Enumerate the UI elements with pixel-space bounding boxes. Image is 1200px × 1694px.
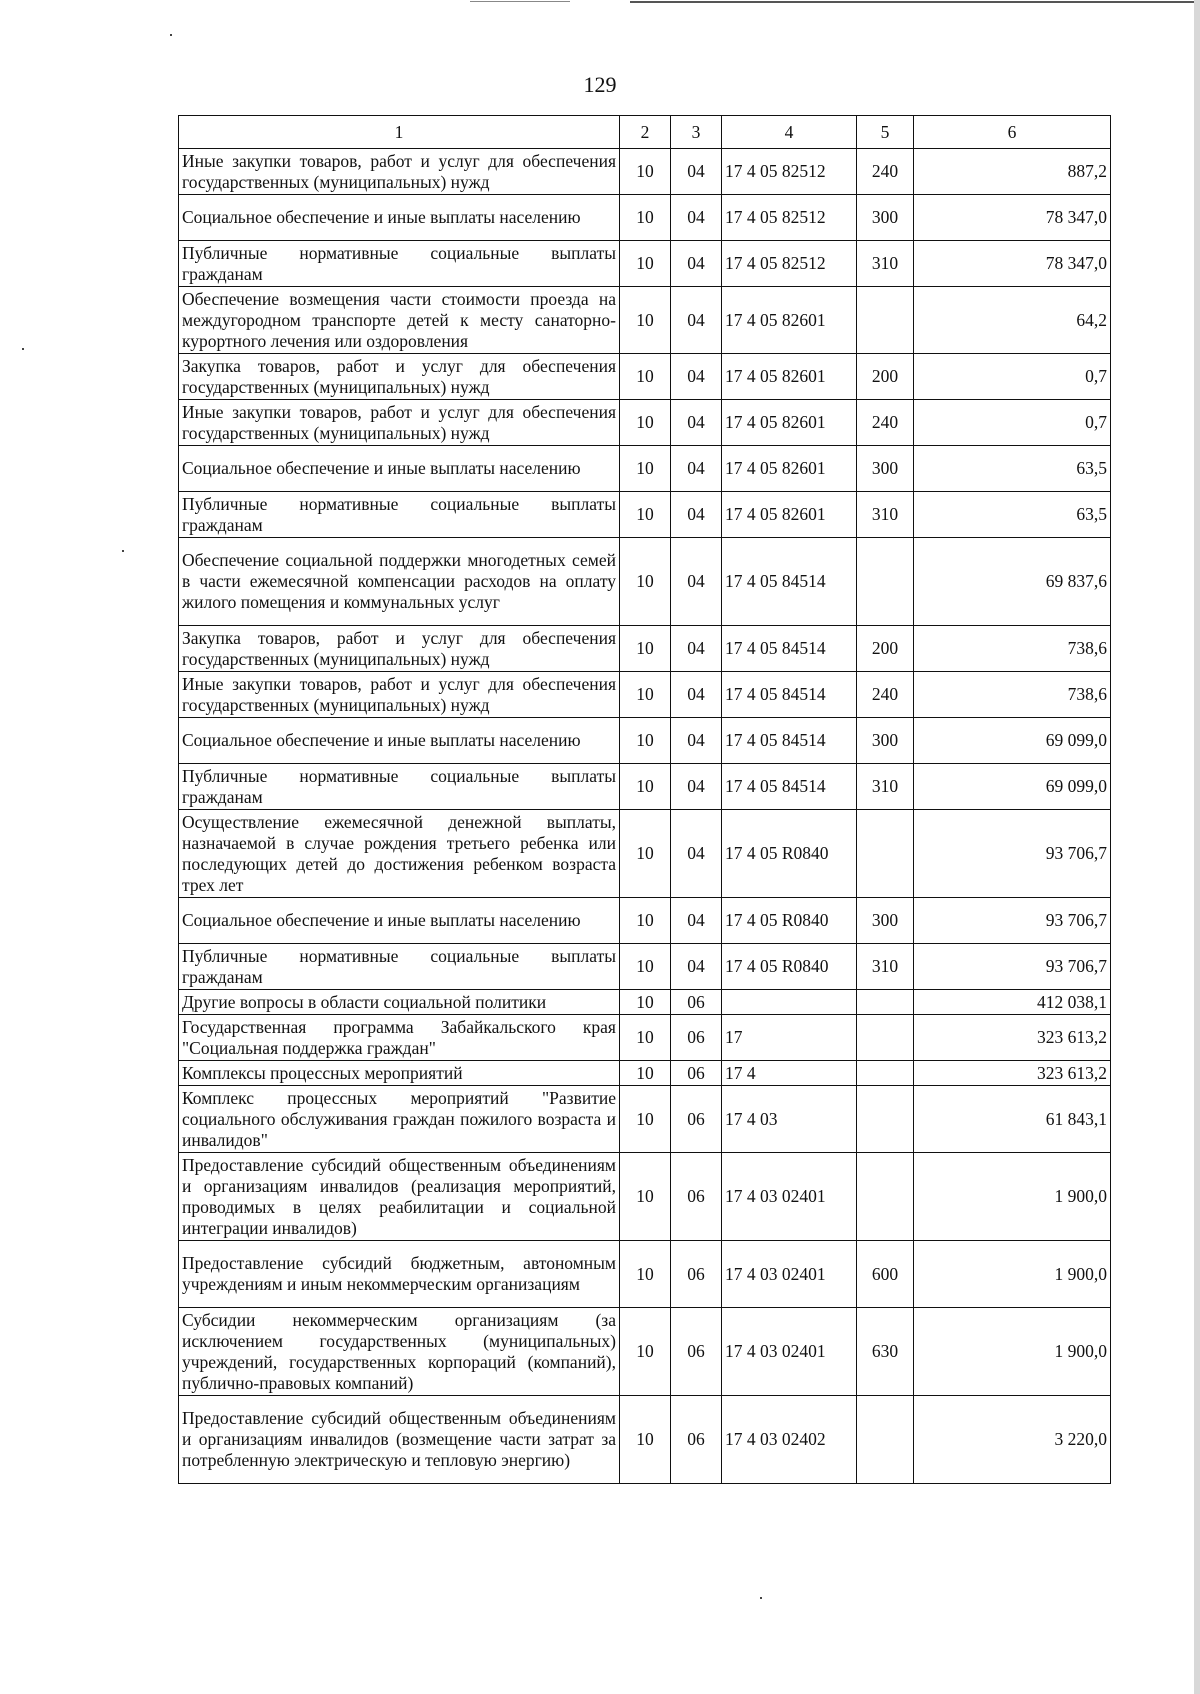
amount-value: 3 220,0 (914, 1396, 1111, 1484)
row-description: Иные закупки товаров, работ и услуг для обеспечения государственных (муниципальных) нужд (179, 400, 620, 446)
row-description: Предоставление субсидий общественным объединениям и организациям инвалидов (реализация мероприятий, проводимых в целях реабилитации и социальной интеграции инвалидов) (179, 1153, 620, 1241)
scan-speck (170, 34, 172, 36)
table-row (179, 1086, 1111, 1153)
target-article-code: 17 4 (722, 1061, 857, 1086)
table-body (179, 149, 1111, 1484)
subsection-code: 04 (671, 718, 722, 764)
section-code: 10 (620, 810, 671, 898)
target-article-code: 17 4 03 (722, 1086, 857, 1153)
expense-type-code: 630 (857, 1308, 914, 1396)
scan-artifact-line (630, 1, 1200, 3)
target-article-code: 17 4 05 84514 (722, 718, 857, 764)
section-code: 10 (620, 764, 671, 810)
target-article-code: 17 4 05 84514 (722, 672, 857, 718)
target-article-code: 17 4 05 R0840 (722, 944, 857, 990)
table-row (179, 1241, 1111, 1308)
expense-type-code: 310 (857, 241, 914, 287)
row-description: Субсидии некоммерческим организациям (за исключением государственных (муниципальных) учреждений, государственных корпораций (компаний), публично-правовых компаний) (179, 1308, 620, 1396)
row-description: Иные закупки товаров, работ и услуг для обеспечения государственных (муниципальных) нужд (179, 149, 620, 195)
amount-value: 412 038,1 (914, 990, 1111, 1015)
amount-value: 78 347,0 (914, 195, 1111, 241)
section-code: 10 (620, 944, 671, 990)
row-description: Социальное обеспечение и иные выплаты населению (179, 898, 620, 944)
column-header: 3 (671, 116, 722, 149)
amount-value: 61 843,1 (914, 1086, 1111, 1153)
subsection-code: 04 (671, 672, 722, 718)
target-article-code: 17 4 05 82512 (722, 149, 857, 195)
subsection-code: 06 (671, 1086, 722, 1153)
amount-value: 323 613,2 (914, 1061, 1111, 1086)
subsection-code: 04 (671, 944, 722, 990)
amount-value: 64,2 (914, 287, 1111, 354)
target-article-code: 17 (722, 1015, 857, 1061)
expense-type-code: 310 (857, 492, 914, 538)
table-row (179, 1153, 1111, 1241)
table-row (179, 1015, 1111, 1061)
row-description: Комплекс процессных мероприятий "Развитие социального обслуживания граждан пожилого возраста и инвалидов" (179, 1086, 620, 1153)
amount-value: 0,7 (914, 354, 1111, 400)
row-description: Осуществление ежемесячной денежной выплаты, назначаемой в случае рождения третьего ребенка или последующих детей до достижения ребенком возраста трех лет (179, 810, 620, 898)
target-article-code: 17 4 05 84514 (722, 626, 857, 672)
amount-value: 69 099,0 (914, 764, 1111, 810)
subsection-code: 06 (671, 1153, 722, 1241)
table-row (179, 672, 1111, 718)
section-code: 10 (620, 1308, 671, 1396)
section-code: 10 (620, 1061, 671, 1086)
row-description: Публичные нормативные социальные выплаты гражданам (179, 492, 620, 538)
row-description: Предоставление субсидий общественным объединениям и организациям инвалидов (возмещение части затрат за потребленную электрическую и тепловую энергию) (179, 1396, 620, 1484)
amount-value: 887,2 (914, 149, 1111, 195)
target-article-code: 17 4 03 02401 (722, 1308, 857, 1396)
subsection-code: 04 (671, 538, 722, 626)
section-code: 10 (620, 492, 671, 538)
target-article-code: 17 4 03 02401 (722, 1153, 857, 1241)
table-row (179, 400, 1111, 446)
expense-type-code: 300 (857, 446, 914, 492)
amount-value: 69 837,6 (914, 538, 1111, 626)
row-description: Закупка товаров, работ и услуг для обеспечения государственных (муниципальных) нужд (179, 626, 620, 672)
section-code: 10 (620, 672, 671, 718)
subsection-code: 04 (671, 446, 722, 492)
subsection-code: 04 (671, 354, 722, 400)
row-description: Социальное обеспечение и иные выплаты населению (179, 718, 620, 764)
expense-type-code: 240 (857, 149, 914, 195)
target-article-code: 17 4 05 R0840 (722, 810, 857, 898)
scan-speck (760, 1597, 762, 1599)
table-row (179, 718, 1111, 764)
section-code: 10 (620, 1153, 671, 1241)
expense-type-code (857, 990, 914, 1015)
scan-edge (1194, 0, 1200, 1694)
subsection-code: 06 (671, 1241, 722, 1308)
subsection-code: 04 (671, 626, 722, 672)
target-article-code: 17 4 05 84514 (722, 764, 857, 810)
section-code: 10 (620, 718, 671, 764)
target-article-code: 17 4 05 82512 (722, 195, 857, 241)
section-code: 10 (620, 1241, 671, 1308)
subsection-code: 04 (671, 492, 722, 538)
row-description: Публичные нормативные социальные выплаты гражданам (179, 764, 620, 810)
row-description: Закупка товаров, работ и услуг для обеспечения государственных (муниципальных) нужд (179, 354, 620, 400)
expense-type-code (857, 1015, 914, 1061)
section-code: 10 (620, 1396, 671, 1484)
table-row (179, 764, 1111, 810)
amount-value: 0,7 (914, 400, 1111, 446)
expense-type-code (857, 538, 914, 626)
table-row (179, 195, 1111, 241)
amount-value: 1 900,0 (914, 1241, 1111, 1308)
table-row (179, 1396, 1111, 1484)
expense-type-code: 200 (857, 626, 914, 672)
expense-type-code (857, 810, 914, 898)
section-code: 10 (620, 990, 671, 1015)
expense-type-code (857, 1396, 914, 1484)
column-header: 1 (179, 116, 620, 149)
amount-value: 738,6 (914, 672, 1111, 718)
page-number: 129 (583, 72, 617, 97)
table-row (179, 810, 1111, 898)
amount-value: 63,5 (914, 492, 1111, 538)
subsection-code: 04 (671, 149, 722, 195)
table-row (179, 149, 1111, 195)
row-description: Обеспечение возмещения части стоимости проезда на междугородном транспорте детей к месту санаторно-курортного лечения или оздоровления (179, 287, 620, 354)
subsection-code: 04 (671, 898, 722, 944)
amount-value: 323 613,2 (914, 1015, 1111, 1061)
table-row (179, 354, 1111, 400)
expense-type-code: 310 (857, 764, 914, 810)
expense-type-code: 300 (857, 898, 914, 944)
expense-type-code (857, 287, 914, 354)
target-article-code: 17 4 05 R0840 (722, 898, 857, 944)
amount-value: 1 900,0 (914, 1153, 1111, 1241)
expense-type-code (857, 1153, 914, 1241)
amount-value: 69 099,0 (914, 718, 1111, 764)
expense-type-code (857, 1061, 914, 1086)
target-article-code (722, 990, 857, 1015)
table-row (179, 538, 1111, 626)
amount-value: 738,6 (914, 626, 1111, 672)
row-description: Предоставление субсидий бюджетным, автономным учреждениям и иным некоммерческим организациям (179, 1241, 620, 1308)
subsection-code: 06 (671, 1396, 722, 1484)
target-article-code: 17 4 05 82601 (722, 354, 857, 400)
expense-type-code: 300 (857, 718, 914, 764)
row-description: Государственная программа Забайкальского края "Социальная поддержка граждан" (179, 1015, 620, 1061)
section-code: 10 (620, 195, 671, 241)
target-article-code: 17 4 05 82601 (722, 400, 857, 446)
section-code: 10 (620, 400, 671, 446)
section-code: 10 (620, 1086, 671, 1153)
expense-type-code: 600 (857, 1241, 914, 1308)
column-header: 6 (914, 116, 1111, 149)
target-article-code: 17 4 05 82512 (722, 241, 857, 287)
section-code: 10 (620, 287, 671, 354)
subsection-code: 04 (671, 287, 722, 354)
section-code: 10 (620, 898, 671, 944)
section-code: 10 (620, 446, 671, 492)
subsection-code: 04 (671, 810, 722, 898)
scan-artifact-line (470, 1, 570, 2)
section-code: 10 (620, 241, 671, 287)
row-description: Иные закупки товаров, работ и услуг для обеспечения государственных (муниципальных) нужд (179, 672, 620, 718)
target-article-code: 17 4 05 82601 (722, 446, 857, 492)
amount-value: 1 900,0 (914, 1308, 1111, 1396)
row-description: Публичные нормативные социальные выплаты гражданам (179, 944, 620, 990)
header-row (179, 116, 1111, 149)
subsection-code: 04 (671, 764, 722, 810)
target-article-code: 17 4 05 82601 (722, 492, 857, 538)
target-article-code: 17 4 03 02402 (722, 1396, 857, 1484)
target-article-code: 17 4 05 82601 (722, 287, 857, 354)
expense-type-code: 240 (857, 672, 914, 718)
amount-value: 93 706,7 (914, 944, 1111, 990)
target-article-code: 17 4 05 84514 (722, 538, 857, 626)
column-header: 4 (722, 116, 857, 149)
scan-speck (22, 348, 24, 350)
table-row (179, 446, 1111, 492)
table-row (179, 944, 1111, 990)
subsection-code: 06 (671, 1308, 722, 1396)
expense-type-code: 300 (857, 195, 914, 241)
section-code: 10 (620, 1015, 671, 1061)
table-row (179, 990, 1111, 1015)
subsection-code: 04 (671, 400, 722, 446)
row-description: Социальное обеспечение и иные выплаты населению (179, 446, 620, 492)
amount-value: 93 706,7 (914, 810, 1111, 898)
section-code: 10 (620, 626, 671, 672)
subsection-code: 04 (671, 241, 722, 287)
table-row (179, 1308, 1111, 1396)
amount-value: 63,5 (914, 446, 1111, 492)
scan-speck (122, 550, 124, 552)
expense-type-code (857, 1086, 914, 1153)
table-row (179, 241, 1111, 287)
section-code: 10 (620, 538, 671, 626)
expense-type-code: 240 (857, 400, 914, 446)
row-description: Другие вопросы в области социальной политики (179, 990, 620, 1015)
table-row (179, 287, 1111, 354)
row-description: Обеспечение социальной поддержки многодетных семей в части ежемесячной компенсации расходов на оплату жилого помещения и коммунальных услуг (179, 538, 620, 626)
amount-value: 93 706,7 (914, 898, 1111, 944)
target-article-code: 17 4 03 02401 (722, 1241, 857, 1308)
table-row (179, 1061, 1111, 1086)
expense-type-code: 200 (857, 354, 914, 400)
row-description: Комплексы процессных мероприятий (179, 1061, 620, 1086)
section-code: 10 (620, 149, 671, 195)
column-header: 5 (857, 116, 914, 149)
section-code: 10 (620, 354, 671, 400)
table-row (179, 898, 1111, 944)
table-row (179, 492, 1111, 538)
table-row (179, 626, 1111, 672)
subsection-code: 04 (671, 195, 722, 241)
subsection-code: 06 (671, 1061, 722, 1086)
budget-table (178, 115, 1111, 1484)
subsection-code: 06 (671, 1015, 722, 1061)
column-header: 2 (620, 116, 671, 149)
amount-value: 78 347,0 (914, 241, 1111, 287)
row-description: Публичные нормативные социальные выплаты гражданам (179, 241, 620, 287)
subsection-code: 06 (671, 990, 722, 1015)
expense-type-code: 310 (857, 944, 914, 990)
row-description: Социальное обеспечение и иные выплаты населению (179, 195, 620, 241)
